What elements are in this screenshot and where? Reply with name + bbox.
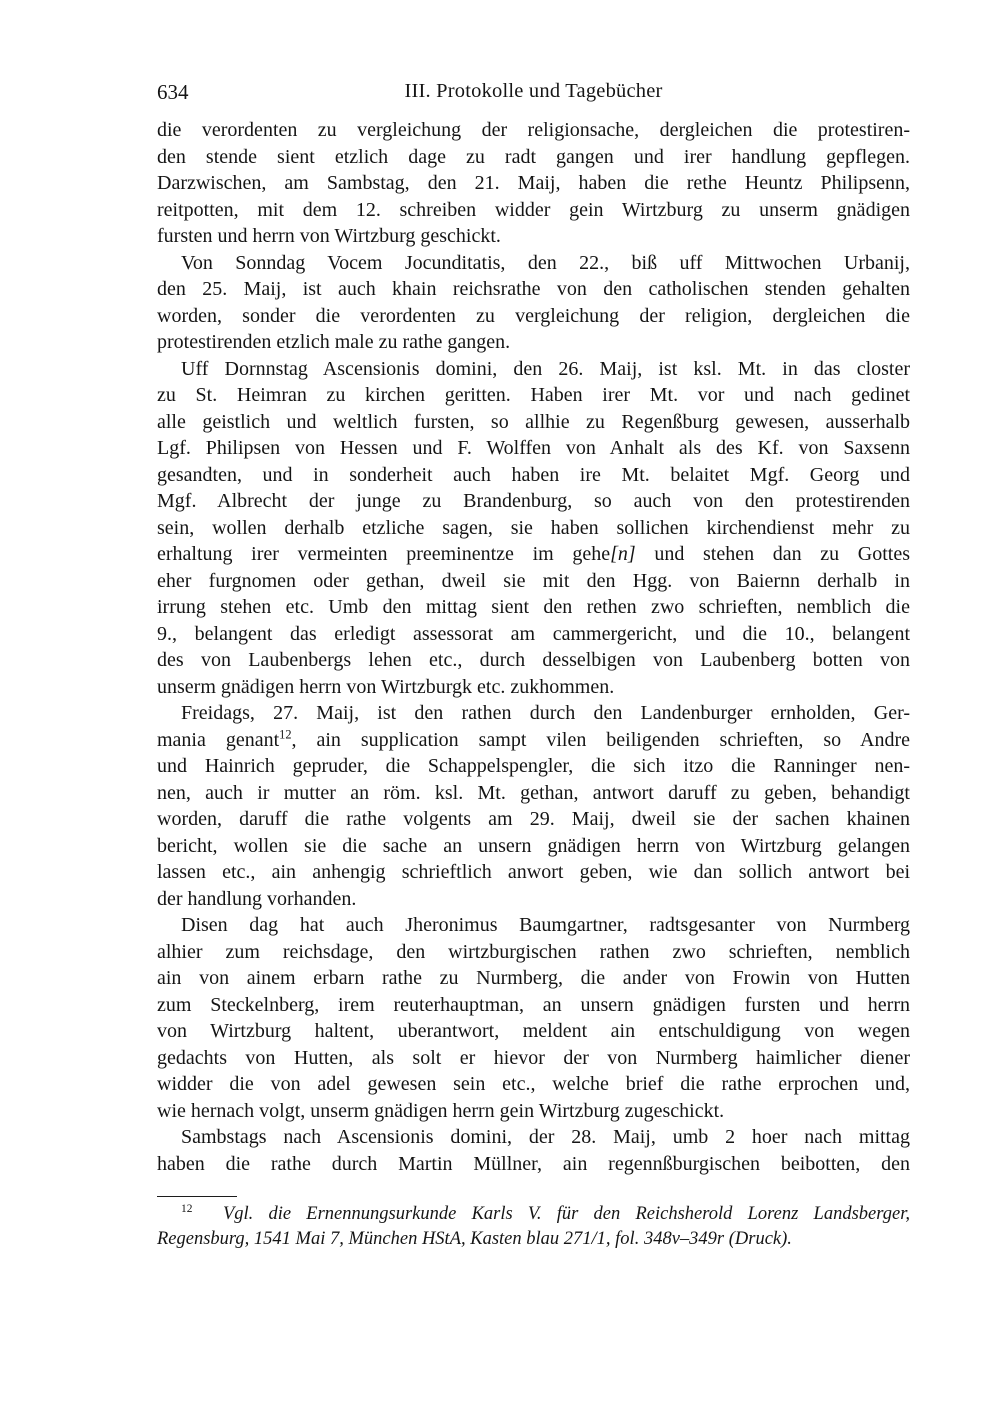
text-segment: die verordenten zu vergleichung der religionsache, dergleichen die protestiren- <box>157 119 910 141</box>
text-line <box>157 1124 910 1151</box>
text-segment: des von Laubenbergs lehen etc., durch desselbigen von Laubenberg botten von <box>157 649 910 671</box>
text-segment: haben die rathe durch Martin Müllner, ain regennßburgischen beibotten, den <box>157 1152 910 1175</box>
text-line <box>157 621 910 648</box>
text-segment: Disen dag hat auch Jheronimus Baumgartner, radtsgesanter von Nurmberg <box>181 914 910 936</box>
text-line <box>157 700 910 727</box>
text-line <box>157 727 910 754</box>
text-line <box>157 1045 910 1072</box>
text-segment: den stende sient etzlich dage zu radt gangen und irer handlung gepflegen. <box>157 145 910 168</box>
text-line <box>157 912 910 939</box>
text-line <box>157 197 910 224</box>
text-line <box>157 170 910 197</box>
text-segment: fursten und herrn von Wirtzburg geschickt. <box>157 225 501 247</box>
text-segment: erhaltung irer vermeinten preeminentze im gehe <box>157 543 611 565</box>
text-segment: , ain supplication sampt vilen beiligenden schrieften, so Andre <box>291 728 910 751</box>
text-segment: 9., belangent das erledigt assessorat am cammergericht, und die 10., belangent <box>157 622 910 645</box>
text-line <box>157 806 910 833</box>
text-line <box>157 1071 910 1098</box>
text-line <box>157 462 910 489</box>
text-segment: bericht, wollen sie die sache an unsern gnädigen herrn von Wirtzburg gelangen <box>157 834 910 857</box>
text-line <box>157 515 910 542</box>
text-segment: Uff Dornnstag Ascensionis domini, den 26. Maij, ist ksl. Mt. in das closter <box>181 357 910 380</box>
text-line <box>157 647 910 674</box>
text-segment: alhier zum reichsdage, den wirtzburgischen rathen zwo schrieften, nemblich <box>157 940 910 963</box>
text-line <box>157 886 910 913</box>
text-line <box>157 1202 910 1227</box>
text-line <box>157 780 910 807</box>
text-line <box>157 409 910 436</box>
text-line <box>157 753 910 780</box>
text-segment: [n] <box>610 543 636 565</box>
text-segment: gesandten, und in sonderheit auch haben ire Mt. belaitet Mgf. Georg und <box>157 463 910 486</box>
body-text <box>157 117 910 1177</box>
text-segment: wie hernach volgt, unserm gnädigen herrn gein Wirtzburg zugeschickt. <box>157 1099 725 1122</box>
text-segment: zum Steckelnberg, irem reuterhauptman, an unsern gnädigen fursten und herrn <box>157 993 910 1016</box>
page-header <box>157 80 910 108</box>
text-line <box>157 303 910 330</box>
text-line <box>157 674 910 701</box>
footnote-marker: 12 <box>279 726 292 741</box>
text-line <box>157 859 910 886</box>
footnote <box>157 1196 910 1252</box>
text-segment: protestirenden etzlich male zu rathe gangen. <box>157 331 511 353</box>
text-line <box>157 992 910 1019</box>
text-line <box>157 117 910 144</box>
text-segment: widder die von adel gewesen sein etc., welche brief die rathe erprochen und, <box>157 1073 910 1095</box>
text-line <box>157 594 910 621</box>
text-segment: Regensburg, 1541 Mai 7, München HStA, Kasten blau 271/1, fol. 348v–349r (Druck). <box>157 1229 792 1249</box>
text-segment: Darzwischen, am Sambstag, den 21. Maij, haben die rethe Heuntz Philipsenn, <box>157 172 910 194</box>
text-segment: Lgf. Philipsen von Hessen und F. Wolffen von Anhalt als des Kf. von Saxsenn <box>157 437 910 459</box>
text-segment: Mgf. Albrecht der junge zu Brandenburg, so auch von den protestirenden <box>157 490 910 512</box>
page-number: 634 <box>157 80 189 104</box>
text-line <box>157 833 910 860</box>
text-line <box>157 1227 910 1252</box>
text-segment: Vgl. die Ernennungsurkunde Karls V. für den Reichsherold Lorenz Landsberger, <box>222 1204 911 1224</box>
text-segment: der handlung vorhanden. <box>157 887 357 910</box>
text-line <box>157 276 910 303</box>
text-segment: worden, sonder die verordenten zu vergleichung der religion, dergleichen die <box>157 304 910 327</box>
text-segment: ain von ainem erbarn rathe zu Nurmberg, die ander von Frowin von Hutten <box>157 967 910 989</box>
footnote-marker: 12 <box>181 1202 193 1215</box>
text-segment: und stehen dan zu Gottes <box>635 543 910 565</box>
text-segment: Freidags, 27. Maij, ist den rathen durch den Landenburger ernholden, Ger- <box>181 702 910 724</box>
text-segment: nen, auch ir mutter an röm. ksl. Mt. gethan, antwort daruff zu geben, behandigt <box>157 781 910 804</box>
text-line <box>157 1098 910 1125</box>
text-line <box>157 1018 910 1045</box>
text-segment: sein, wollen derhalb etzliche sagen, sie haben sollichen kirchendienst mehr zu <box>157 516 910 539</box>
text-segment: worden, daruff die rathe volgents am 29. Maij, dweil sie der sachen khainen <box>157 808 910 830</box>
text-segment: eher furgnomen oder gethan, dweil sie mit den Hgg. von Baiernn derhalb in <box>157 569 910 592</box>
text-line <box>157 250 910 277</box>
text-line <box>157 541 910 568</box>
text-line <box>157 356 910 383</box>
text-line <box>157 435 910 462</box>
text-line <box>157 382 910 409</box>
text-segment: und Hainrich gepruder, die Schappelspengler, die sich itzo die Ranninger nen- <box>157 755 910 777</box>
footnote-rule <box>157 1196 237 1197</box>
text-segment: alle geistlich und weltlich fursten, so allhie zu Regenßburg gewesen, ausserhalb <box>157 410 910 433</box>
text-segment <box>192 1204 222 1224</box>
text-segment: den 25. Maij, ist auch khain reichsrathe von den catholischen stenden gehalten <box>157 278 910 300</box>
text-segment: unserm gnädigen herrn von Wirtzburgk etc. zukhommen. <box>157 675 615 698</box>
text-segment: gedachts von Hutten, als solt er hievor der von Nurmberg haimlicher diener <box>157 1046 910 1069</box>
text-line <box>157 329 910 356</box>
text-line <box>157 223 910 250</box>
text-segment: Sambstags nach Ascensionis domini, der 28. Maij, umb 2 hoer nach mittag <box>181 1126 910 1148</box>
text-segment: von Wirtzburg haltent, uberantwort, meldent ain entschuldigung von wegen <box>157 1020 910 1042</box>
text-segment: lassen etc., ain anhengig schrieftlich anwort geben, wie dan sollich antwort bei <box>157 861 910 883</box>
text-line <box>157 144 910 171</box>
text-segment: Von Sonndag Vocem Jocunditatis, den 22., biß uff Mittwochen Urbanij, <box>181 251 910 274</box>
text-line <box>157 568 910 595</box>
text-segment: mania genant <box>157 728 280 751</box>
text-line <box>157 1151 910 1178</box>
footnote-text <box>157 1202 910 1252</box>
text-line <box>157 488 910 515</box>
text-segment: irrung stehen etc. Umb den mittag sient den rethen zwo schrieften, nemblich die <box>157 596 910 618</box>
text-line <box>157 965 910 992</box>
text-line <box>157 939 910 966</box>
running-title: III. Protokolle und Tagebücher <box>404 80 663 102</box>
text-segment: zu St. Heimran zu kirchen geritten. Haben irer Mt. vor und nach gedinet <box>157 384 910 406</box>
text-segment: reitpotten, mit dem 12. schreiben widder gein Wirtzburg zu unserm gnädigen <box>157 198 910 221</box>
